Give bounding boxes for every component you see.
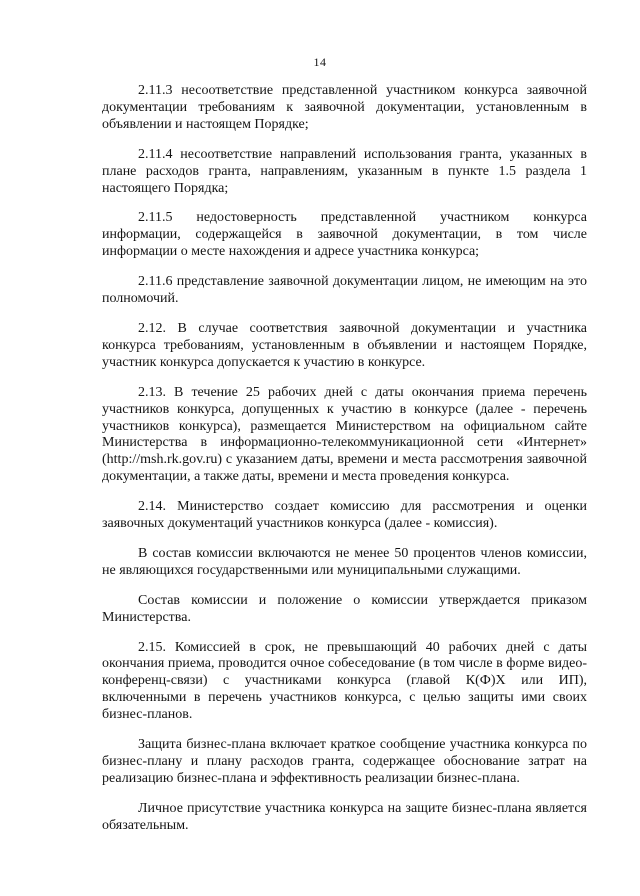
document-body: [102, 83, 587, 848]
paragraph-commission-composition: В состав комиссии включаются не менее 50 процентов членов комиссии, не являющихся государственными или муниципальными служащими.: [102, 545, 587, 578]
paragraph-2-14: 2.14. Министерство создает комиссию для рассмотрения и оценки заявочных документаций участников конкурса (далее - комиссия).: [102, 499, 587, 532]
page-number: 14: [313, 55, 327, 69]
paragraph-2-11-4: 2.11.4 несоответствие направлений использования гранта, указанных в плане расходов гранта, направлениям, указанным в пункте 1.5 раздела 1 настоящего Порядка;: [102, 146, 587, 196]
paragraph-2-13: 2.13. В течение 25 рабочих дней с даты окончания приема перечень участников конкурса, допущенных к участию в конкурсе (далее - перечень участников конкурса), размещается Министерством на официальном сайте Министерства в информационно-телекоммуникационной сети «Интернет» (http://msh.rk.gov.ru) с указанием даты, времени и места рассмотрения заявочной документации, а также даты, времени и места проведения конкурса.: [102, 384, 587, 485]
paragraph-2-11-6: 2.11.6 представление заявочной документации лицом, не имеющим на это полномочий.: [102, 274, 587, 307]
paragraph-2-11-3: 2.11.3 несоответствие представленной участником конкурса заявочной документации требованиям к заявочной документации, установленным в объявлении и настоящем Порядке;: [102, 83, 587, 132]
paragraph-2-15: 2.15. Комиссией в срок, не превышающий 40 рабочих дней с даты окончания приема, проводится очное собеседование (в том числе в форме видео-конференц-связи) с участниками конкурса (главой К(Ф)Х или ИП), включенными в перечень участников конкурса, с целью защиты ими своих бизнес-планов.: [102, 639, 587, 723]
paragraph-2-11-5: 2.11.5 недостоверность представленной участником конкурса информации, содержащейся в заявочной документации, в том числе информации о месте нахождения и адресе участника конкурса;: [102, 210, 587, 260]
paragraph-2-12: 2.12. В случае соответствия заявочной документации и участника конкурса требованиям, установленным в объявлении и настоящем Порядке, участник конкурса допускается к участию в конкурсе.: [102, 320, 587, 370]
paragraph-commission-order: Состав комиссии и положение о комиссии утверждается приказом Министерства.: [102, 592, 587, 625]
paragraph-business-plan-defense: Защита бизнес-плана включает краткое сообщение участника конкурса по бизнес-плану и плану расходов гранта, содержащее обоснование затрат на реализацию бизнес-плана и эффективность реализации бизнес-плана.: [102, 737, 587, 786]
paragraph-personal-presence: Личное присутствие участника конкурса на защите бизнес-плана является обязательным.: [102, 800, 587, 833]
